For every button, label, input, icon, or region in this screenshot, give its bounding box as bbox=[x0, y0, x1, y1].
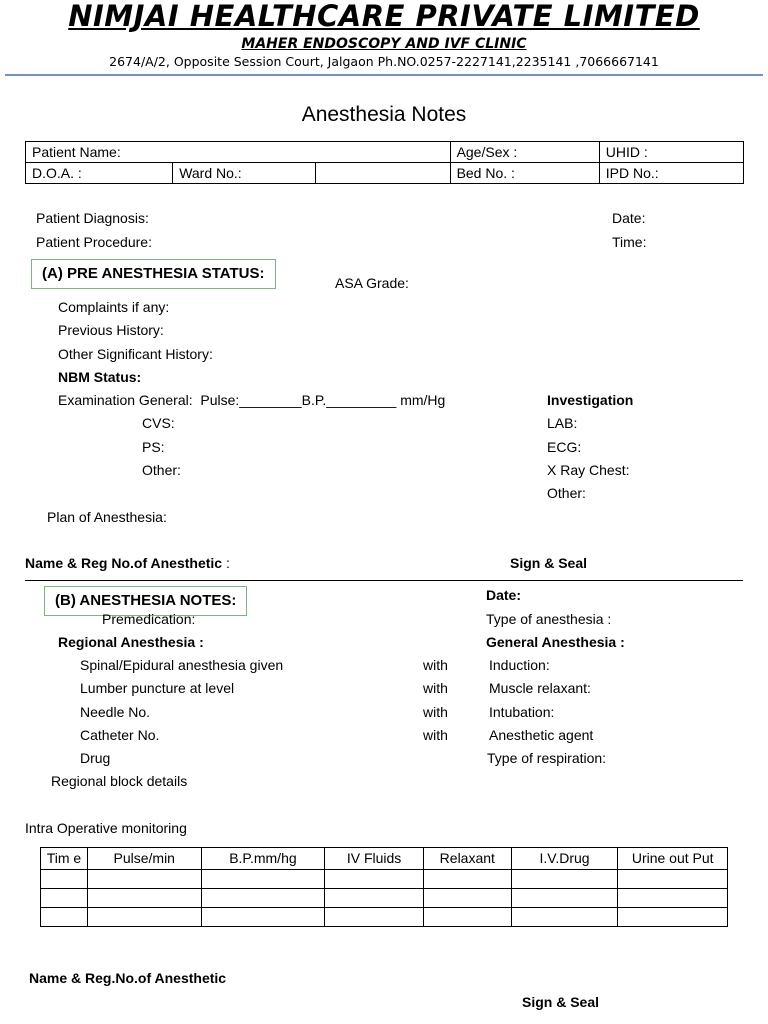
table-cell[interactable] bbox=[41, 908, 88, 927]
table-row bbox=[41, 870, 728, 889]
age-sex-cell[interactable]: Age/Sex : bbox=[450, 142, 599, 163]
col-time: Tim e bbox=[41, 848, 88, 870]
table-cell[interactable] bbox=[201, 889, 325, 908]
general-item: Anesthetic agent bbox=[489, 727, 594, 743]
previous-history-label: Previous History: bbox=[58, 322, 164, 338]
clinic-name: MAHER ENDOSCOPY AND IVF CLINIC bbox=[241, 36, 527, 52]
ward-no-cell[interactable]: Ward No.: bbox=[173, 163, 316, 184]
sign-seal-label: Sign & Seal bbox=[510, 555, 588, 571]
ecg-label: ECG: bbox=[547, 439, 582, 455]
lab-label: LAB: bbox=[547, 415, 578, 431]
table-row bbox=[41, 908, 728, 927]
with-label: with bbox=[423, 680, 448, 696]
date-label: Date: bbox=[612, 210, 646, 226]
regional-block-details-label: Regional block details bbox=[51, 773, 188, 789]
blank-cell[interactable] bbox=[316, 163, 450, 184]
anesthesia-notes-heading: (B) ANESTHESIA NOTES: bbox=[44, 586, 247, 616]
table-cell[interactable] bbox=[618, 870, 728, 889]
premedication-label: Premedication: bbox=[102, 611, 196, 627]
table-cell[interactable] bbox=[201, 870, 325, 889]
section-divider bbox=[25, 580, 743, 581]
intra-operative-monitoring-label: Intra Operative monitoring bbox=[25, 820, 187, 836]
table-row bbox=[41, 889, 728, 908]
regional-item: Catheter No. bbox=[80, 727, 160, 743]
clinic-address: 2674/A/2, Opposite Session Court, Jalgaon Ph.NO.0257-2227141,2235141 ,7066667141 bbox=[109, 54, 659, 69]
table-cell[interactable] bbox=[423, 870, 511, 889]
doa-cell[interactable]: D.O.A. : bbox=[26, 163, 173, 184]
general-item: Type of respiration: bbox=[487, 750, 607, 766]
anesthetic-name-reg-colon: : bbox=[222, 555, 230, 571]
uhid-cell[interactable]: UHID : bbox=[599, 142, 743, 163]
table-cell[interactable] bbox=[87, 870, 201, 889]
plan-of-anesthesia-label: Plan of Anesthesia: bbox=[47, 509, 167, 525]
col-urine-output: Urine out Put bbox=[618, 848, 728, 870]
patient-procedure-label: Patient Procedure: bbox=[36, 234, 152, 250]
company-name: NIMJAI HEALTHCARE PRIVATE LIMITED bbox=[68, 0, 700, 33]
col-pulse: Pulse/min bbox=[87, 848, 201, 870]
table-cell[interactable] bbox=[511, 908, 618, 927]
col-iv-fluids: IV Fluids bbox=[325, 848, 424, 870]
pre-anesthesia-heading: (A) PRE ANESTHESIA STATUS: bbox=[31, 259, 276, 289]
type-of-anesthesia-label: Type of anesthesia : bbox=[486, 611, 612, 627]
monitoring-table bbox=[40, 847, 728, 927]
with-label: with bbox=[423, 704, 448, 720]
cvs-label: CVS: bbox=[142, 415, 175, 431]
footer-anesthetic-name-reg: Name & Reg.No.of Anesthetic bbox=[29, 970, 227, 986]
ps-label: PS: bbox=[142, 439, 165, 455]
general-item: Induction: bbox=[489, 657, 550, 673]
table-cell[interactable] bbox=[618, 889, 728, 908]
bed-no-cell[interactable]: Bed No. : bbox=[450, 163, 599, 184]
regional-anesthesia-heading: Regional Anesthesia : bbox=[58, 634, 204, 650]
table-cell[interactable] bbox=[618, 908, 728, 927]
table-cell[interactable] bbox=[423, 889, 511, 908]
regional-item: Needle No. bbox=[80, 704, 151, 720]
document-title: Anesthesia Notes bbox=[301, 103, 467, 126]
table-cell[interactable] bbox=[87, 889, 201, 908]
investigation-other-label: Other: bbox=[547, 485, 586, 501]
col-relaxant: Relaxant bbox=[423, 848, 511, 870]
other-history-label: Other Significant History: bbox=[58, 346, 213, 362]
asa-grade-label: ASA Grade: bbox=[335, 275, 409, 291]
examination-label: Examination General: Pulse:________B.P._________ mm/Hg bbox=[58, 392, 446, 408]
table-cell[interactable] bbox=[511, 870, 618, 889]
col-bp: B.P.mm/hg bbox=[201, 848, 325, 870]
table-cell[interactable] bbox=[325, 870, 424, 889]
general-item: Intubation: bbox=[489, 704, 555, 720]
general-anesthesia-heading: General Anesthesia : bbox=[486, 634, 625, 650]
table-cell[interactable] bbox=[41, 870, 88, 889]
header-rule bbox=[5, 74, 763, 76]
table-cell[interactable] bbox=[511, 889, 618, 908]
nbm-status-label: NBM Status: bbox=[58, 369, 142, 385]
regional-item: Drug bbox=[80, 750, 111, 766]
anesthetic-name-reg-label bbox=[25, 555, 230, 571]
general-item: Muscle relaxant: bbox=[489, 680, 591, 696]
table-cell[interactable] bbox=[87, 908, 201, 927]
exam-other-label: Other: bbox=[142, 462, 181, 478]
ipd-no-cell[interactable]: IPD No.: bbox=[599, 163, 743, 184]
with-label: with bbox=[423, 657, 448, 673]
complaints-label: Complaints if any: bbox=[58, 299, 170, 315]
anesthetic-name-reg-text: Name & Reg No.of Anesthetic bbox=[25, 555, 223, 571]
investigation-heading: Investigation bbox=[547, 392, 634, 408]
regional-item: Spinal/Epidural anesthesia given bbox=[80, 657, 284, 673]
time-label: Time: bbox=[612, 234, 647, 250]
table-cell[interactable] bbox=[41, 889, 88, 908]
patient-info-table bbox=[25, 141, 744, 184]
patient-name-cell[interactable]: Patient Name: bbox=[26, 142, 451, 163]
regional-item: Lumber puncture at level bbox=[80, 680, 235, 696]
patient-diagnosis-label: Patient Diagnosis: bbox=[36, 210, 149, 226]
xray-label: X Ray Chest: bbox=[547, 462, 630, 478]
col-iv-drug: I.V.Drug bbox=[511, 848, 618, 870]
table-cell[interactable] bbox=[201, 908, 325, 927]
table-cell[interactable] bbox=[325, 889, 424, 908]
table-cell[interactable] bbox=[423, 908, 511, 927]
notes-date-label: Date: bbox=[486, 587, 522, 603]
table-cell[interactable] bbox=[325, 908, 424, 927]
footer-sign-seal: Sign & Seal bbox=[522, 994, 600, 1010]
with-label: with bbox=[423, 727, 448, 743]
